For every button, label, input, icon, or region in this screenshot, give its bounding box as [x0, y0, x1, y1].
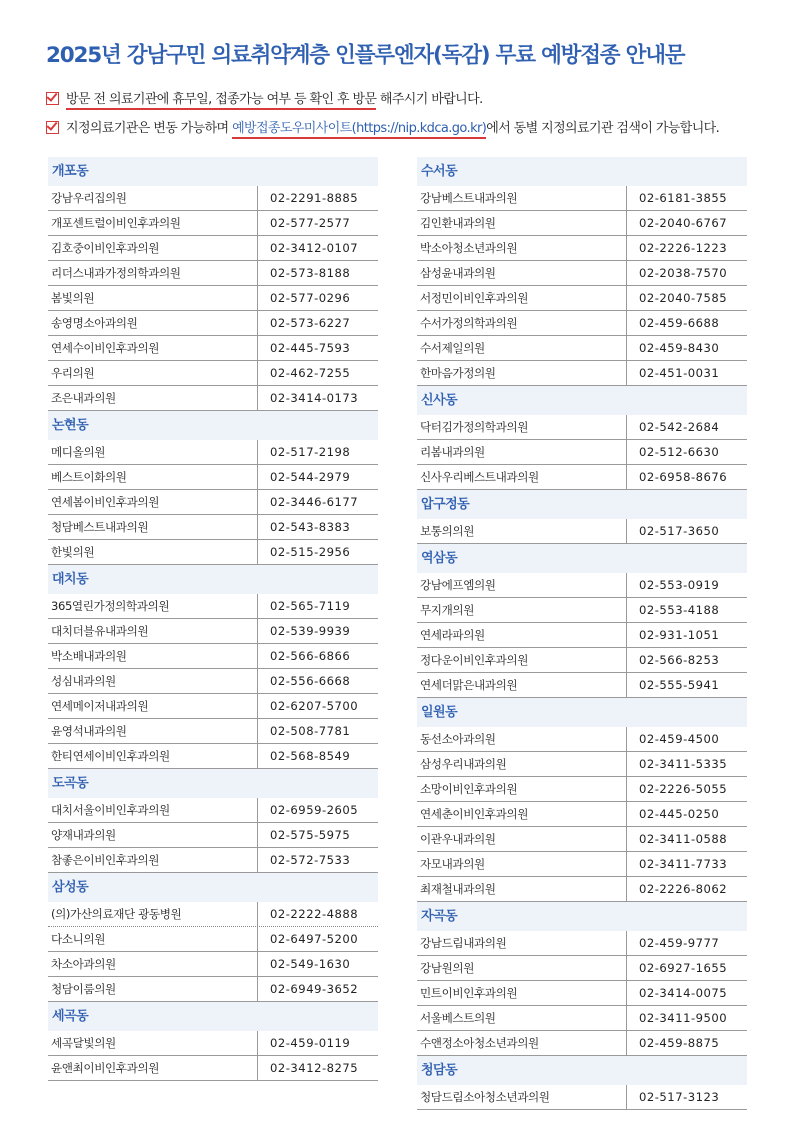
- clinic-phone: 02-2040-6767: [639, 216, 728, 230]
- clinic-name: 연세더맑은내과의원: [417, 673, 627, 697]
- dong-section: [48, 411, 378, 565]
- clinic-phone: 02-573-8188: [270, 266, 351, 280]
- clinic-phone: 02-459-4500: [639, 732, 720, 746]
- clinic-row: [48, 236, 378, 261]
- clinic-row: [48, 311, 378, 336]
- clinic-row: [417, 877, 747, 902]
- clinic-phone: 02-3414-0173: [270, 391, 359, 405]
- clinic-row: [417, 852, 747, 877]
- dong-section: [417, 1056, 747, 1110]
- clinic-phone: 02-517-2198: [270, 445, 351, 459]
- clinic-row: [48, 823, 378, 848]
- clinic-row: [48, 719, 378, 744]
- notice-site-prefix: 지정의료기관은 변동 가능하며: [66, 121, 233, 136]
- clinic-row: [417, 186, 747, 211]
- clinic-phone: 02-3411-7733: [639, 857, 728, 871]
- clinic-row: [48, 540, 378, 565]
- clinic-phone: 02-3414-0075: [639, 986, 728, 1000]
- clinic-name: 수서제일의원: [417, 336, 627, 360]
- clinic-name: 365열린가정의학과의원: [48, 594, 258, 618]
- clinic-name: 보통의의원: [417, 519, 627, 543]
- clinic-phone: 02-544-2979: [270, 470, 351, 484]
- clinic-row: [48, 261, 378, 286]
- dong-section: [417, 386, 747, 490]
- clinic-row: [417, 673, 747, 698]
- clinic-name: 한빛의원: [48, 540, 258, 564]
- clinic-phone: 02-517-3650: [639, 524, 720, 538]
- clinic-name: 최재철내과의원: [417, 877, 627, 901]
- clinic-name: 박소배내과의원: [48, 644, 258, 668]
- dong-heading: 대치동: [48, 565, 378, 594]
- vaccination-site-link[interactable]: 예방접종도우미사이트(https://nip.kdca.go.kr): [232, 121, 486, 139]
- clinic-phone: 02-577-2577: [270, 216, 351, 230]
- clinic-row: [417, 573, 747, 598]
- clinic-row: [48, 927, 378, 952]
- clinic-row: [417, 648, 747, 673]
- clinic-name: (의)가산의료재단 광동병원: [48, 902, 258, 926]
- notice-visit-highlight: 방문 전 의료기관에 휴무일, 접종가능 여부 등 확인 후 방문: [66, 92, 376, 110]
- clinic-name: 김호중이비인후과의원: [48, 236, 258, 260]
- clinic-phone: 02-577-0296: [270, 291, 351, 305]
- dong-heading: 세곡동: [48, 1002, 378, 1031]
- dong-section: [417, 490, 747, 544]
- clinic-name: 연세춘이비인후과의원: [417, 802, 627, 826]
- dong-section: [417, 698, 747, 902]
- clinic-row: [417, 286, 747, 311]
- clinic-name: 한티연세이비인후과의원: [48, 744, 258, 768]
- clinic-phone: 02-6949-3652: [270, 982, 359, 996]
- clinic-row: [48, 694, 378, 719]
- clinic-row: [417, 623, 747, 648]
- clinic-phone: 02-566-8253: [639, 653, 720, 667]
- clinic-name: 개포센트럴이비인후과의원: [48, 211, 258, 235]
- clinic-name: 메디올의원: [48, 440, 258, 464]
- clinic-phone: 02-445-0250: [639, 807, 720, 821]
- clinic-name: 동선소아과의원: [417, 727, 627, 751]
- clinic-row: [48, 211, 378, 236]
- clinic-row: [417, 802, 747, 827]
- clinic-row: [48, 1031, 378, 1056]
- dong-heading: 삼성동: [48, 873, 378, 902]
- clinic-name: 조은내과의원: [48, 386, 258, 410]
- clinic-phone: 02-459-6688: [639, 316, 720, 330]
- clinic-name: 서울베스트의원: [417, 1006, 627, 1030]
- clinic-name: 연세라파의원: [417, 623, 627, 647]
- clinic-phone: 02-512-6630: [639, 445, 720, 459]
- clinic-name: 이관우내과의원: [417, 827, 627, 851]
- clinic-phone: 02-459-0119: [270, 1036, 351, 1050]
- clinic-name: 양재내과의원: [48, 823, 258, 847]
- clinic-name: 강남베스트내과의원: [417, 186, 627, 210]
- clinic-phone: 02-6181-3855: [639, 191, 728, 205]
- clinic-phone: 02-3411-9500: [639, 1011, 728, 1025]
- clinic-name: 정다운이비인후과의원: [417, 648, 627, 672]
- dong-heading: 자곡동: [417, 902, 747, 931]
- clinic-row: [417, 981, 747, 1006]
- dong-section: [48, 873, 378, 1002]
- clinic-row: [48, 644, 378, 669]
- dong-section: [417, 544, 747, 698]
- dong-section: [48, 769, 378, 873]
- clinic-phone: 02-6927-1655: [639, 961, 728, 975]
- clinic-row: [48, 361, 378, 386]
- clinic-row: [417, 1031, 747, 1056]
- clinic-name: 다소니의원: [48, 927, 258, 951]
- clinic-phone: 02-459-9777: [639, 936, 720, 950]
- clinic-phone: 02-3412-8275: [270, 1061, 359, 1075]
- clinic-name: 차소아과의원: [48, 952, 258, 976]
- notice-site: [46, 117, 719, 136]
- clinic-row: [48, 336, 378, 361]
- clinic-name: 삼성윤내과의원: [417, 261, 627, 285]
- clinic-name: 수서가정의학과의원: [417, 311, 627, 335]
- dong-heading: 신사동: [417, 386, 747, 415]
- clinic-row: [417, 1006, 747, 1031]
- clinic-row: [417, 727, 747, 752]
- clinic-phone: 02-445-7593: [270, 341, 351, 355]
- clinic-phone: 02-549-1630: [270, 957, 351, 971]
- clinic-phone: 02-556-6668: [270, 674, 351, 688]
- clinic-row: [48, 798, 378, 823]
- clinic-phone: 02-459-8430: [639, 341, 720, 355]
- clinic-name: 강남우리집의원: [48, 186, 258, 210]
- clinic-phone: 02-555-5941: [639, 678, 720, 692]
- clinic-phone: 02-462-7255: [270, 366, 351, 380]
- clinic-phone: 02-553-4188: [639, 603, 720, 617]
- clinic-phone: 02-515-2956: [270, 545, 351, 559]
- clinic-row: [417, 336, 747, 361]
- clinic-name: 서정민이비인후과의원: [417, 286, 627, 310]
- clinic-row: [48, 594, 378, 619]
- left-clinic-column: [48, 157, 378, 1081]
- clinic-phone: 02-3411-5335: [639, 757, 728, 771]
- clinic-name: 민트이비인후과의원: [417, 981, 627, 1005]
- notice-visit-rest: 해주시기 바랍니다.: [376, 92, 483, 107]
- dong-heading: 수서동: [417, 157, 747, 186]
- clinic-name: 세곡달빛의원: [48, 1031, 258, 1055]
- clinic-phone: 02-2226-8062: [639, 882, 728, 896]
- clinic-row: [48, 515, 378, 540]
- clinic-phone: 02-3411-0588: [639, 832, 728, 846]
- clinic-row: [48, 490, 378, 515]
- notice-visit: [46, 88, 483, 107]
- clinic-row: [48, 952, 378, 977]
- clinic-row: [417, 361, 747, 386]
- clinic-row: [417, 931, 747, 956]
- dong-heading: 개포동: [48, 157, 378, 186]
- clinic-row: [417, 956, 747, 981]
- clinic-row: [48, 619, 378, 644]
- clinic-row: [48, 465, 378, 490]
- clinic-phone: 02-568-8549: [270, 749, 351, 763]
- clinic-name: 대치서울이비인후과의원: [48, 798, 258, 822]
- clinic-phone: 02-572-7533: [270, 853, 351, 867]
- clinic-row: [417, 827, 747, 852]
- clinic-row: [417, 465, 747, 490]
- clinic-name: 신사우리베스트내과의원: [417, 465, 627, 489]
- clinic-phone: 02-6207-5700: [270, 699, 359, 713]
- dong-heading: 청담동: [417, 1056, 747, 1085]
- clinic-row: [48, 386, 378, 411]
- clinic-phone: 02-2226-1223: [639, 241, 728, 255]
- clinic-phone: 02-566-6866: [270, 649, 351, 663]
- clinic-phone: 02-451-0031: [639, 366, 720, 380]
- dong-heading: 역삼동: [417, 544, 747, 573]
- clinic-row: [417, 236, 747, 261]
- dong-section: [48, 565, 378, 769]
- clinic-row: [417, 519, 747, 544]
- clinic-name: 연세수이비인후과의원: [48, 336, 258, 360]
- dong-section: [48, 157, 378, 411]
- dong-heading: 도곡동: [48, 769, 378, 798]
- notice-site-rest: 에서 동별 지정의료기관 검색이 가능합니다.: [486, 121, 720, 136]
- clinic-name: 성심내과의원: [48, 669, 258, 693]
- clinic-phone: 02-575-5975: [270, 828, 351, 842]
- clinic-name: 베스트이화의원: [48, 465, 258, 489]
- clinic-phone: 02-508-7781: [270, 724, 351, 738]
- dong-heading: 논현동: [48, 411, 378, 440]
- clinic-phone: 02-2222-4888: [270, 907, 359, 921]
- clinic-name: 강남에프엠의원: [417, 573, 627, 597]
- clinic-name: 봄빛의원: [48, 286, 258, 310]
- right-clinic-column: [417, 157, 747, 1110]
- clinic-phone: 02-543-8383: [270, 520, 351, 534]
- clinic-row: [48, 977, 378, 1002]
- dong-section: [417, 157, 747, 386]
- clinic-row: [417, 777, 747, 802]
- clinic-phone: 02-573-6227: [270, 316, 351, 330]
- clinic-phone: 02-6959-2605: [270, 803, 359, 817]
- clinic-phone: 02-2040-7585: [639, 291, 728, 305]
- clinic-row: [417, 415, 747, 440]
- clinic-name: 리봄내과의원: [417, 440, 627, 464]
- clinic-phone: 02-3412-0107: [270, 241, 359, 255]
- clinic-phone: 02-542-2684: [639, 420, 720, 434]
- clinic-name: 윤앤최이비인후과의원: [48, 1056, 258, 1080]
- clinic-row: [417, 261, 747, 286]
- clinic-phone: 02-931-1051: [639, 628, 720, 642]
- dong-heading: 일원동: [417, 698, 747, 727]
- dong-section: [48, 1002, 378, 1081]
- clinic-row: [417, 211, 747, 236]
- clinic-name: 김인환내과의원: [417, 211, 627, 235]
- clinic-phone: 02-6497-5200: [270, 932, 359, 946]
- clinic-name: 청담이룸의원: [48, 977, 258, 1001]
- clinic-phone: 02-2038-7570: [639, 266, 728, 280]
- clinic-row: [417, 440, 747, 465]
- clinic-name: 리더스내과가정의학과의원: [48, 261, 258, 285]
- clinic-phone: 02-553-0919: [639, 578, 720, 592]
- clinic-name: 수앤정소아청소년과의원: [417, 1031, 627, 1055]
- clinic-row: [48, 286, 378, 311]
- clinic-row: [48, 186, 378, 211]
- clinic-row: [417, 1085, 747, 1110]
- clinic-phone: 02-539-9939: [270, 624, 351, 638]
- clinic-name: 연세메이저내과의원: [48, 694, 258, 718]
- clinic-name: 연세봄이비인후과의원: [48, 490, 258, 514]
- clinic-name: 참좋은이비인후과의원: [48, 848, 258, 872]
- clinic-name: 강남드림내과의원: [417, 931, 627, 955]
- checkbox-icon: [46, 92, 59, 105]
- clinic-phone: 02-6958-8676: [639, 470, 728, 484]
- clinic-name: 송영명소아과의원: [48, 311, 258, 335]
- clinic-name: 무지개의원: [417, 598, 627, 622]
- clinic-name: 청담베스트내과의원: [48, 515, 258, 539]
- clinic-row: [417, 311, 747, 336]
- clinic-phone: 02-2291-8885: [270, 191, 359, 205]
- clinic-phone: 02-2226-5055: [639, 782, 728, 796]
- clinic-row: [48, 902, 378, 927]
- clinic-phone: 02-565-7119: [270, 599, 351, 613]
- clinic-row: [48, 1056, 378, 1081]
- clinic-name: 청담드림소아청소년과의원: [417, 1085, 627, 1109]
- clinic-row: [48, 744, 378, 769]
- clinic-name: 닥터김가정의학과의원: [417, 415, 627, 439]
- clinic-phone: 02-3446-6177: [270, 495, 359, 509]
- dong-heading: 압구정동: [417, 490, 747, 519]
- clinic-name: 박소아청소년과의원: [417, 236, 627, 260]
- clinic-phone: 02-517-3123: [639, 1090, 720, 1104]
- clinic-name: 강남원의원: [417, 956, 627, 980]
- page-title: 2025년 강남구민 의료취약계층 인플루엔자(독감) 무료 예방접종 안내문: [46, 43, 685, 68]
- clinic-name: 대치더블유내과의원: [48, 619, 258, 643]
- clinic-name: 우리의원: [48, 361, 258, 385]
- clinic-row: [48, 440, 378, 465]
- clinic-row: [48, 669, 378, 694]
- clinic-name: 소망이비인후과의원: [417, 777, 627, 801]
- checkbox-icon: [46, 121, 59, 134]
- clinic-phone: 02-459-8875: [639, 1036, 720, 1050]
- clinic-row: [417, 752, 747, 777]
- clinic-row: [48, 848, 378, 873]
- clinic-name: 자모내과의원: [417, 852, 627, 876]
- clinic-name: 한마음가정의원: [417, 361, 627, 385]
- clinic-name: 삼성우리내과의원: [417, 752, 627, 776]
- clinic-row: [417, 598, 747, 623]
- clinic-name: 윤영석내과의원: [48, 719, 258, 743]
- dong-section: [417, 902, 747, 1056]
